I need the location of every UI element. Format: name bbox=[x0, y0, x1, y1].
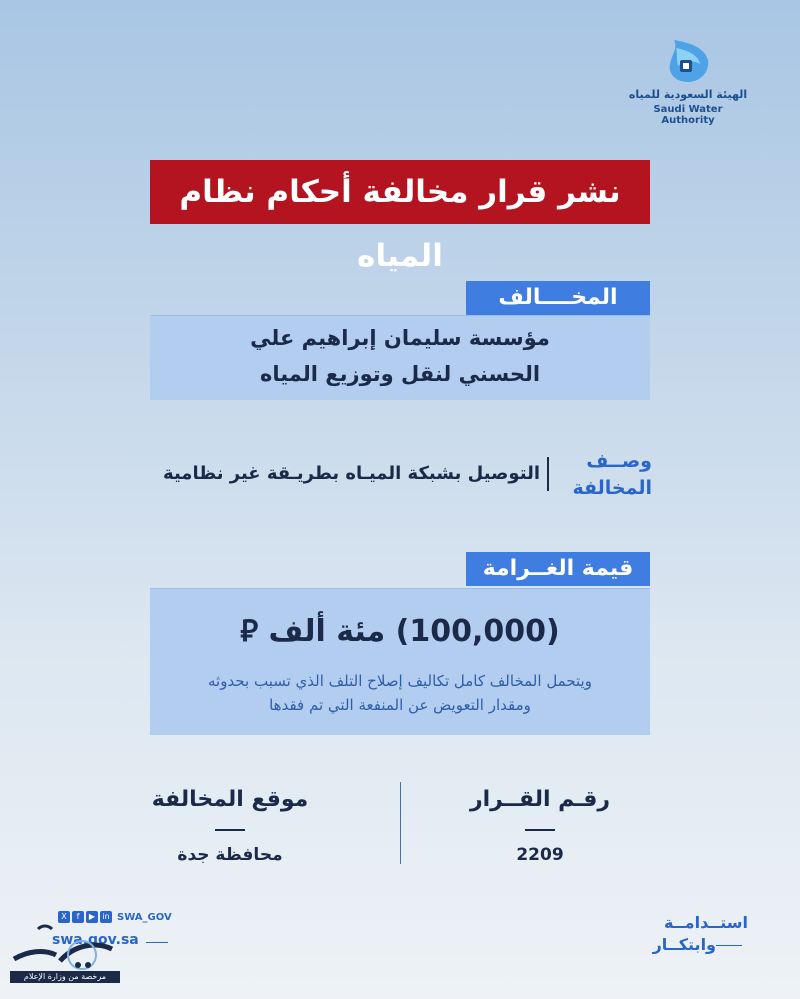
fine-label: قيمة الغــرامة bbox=[466, 552, 650, 586]
violator-name-line2: الحسني لنقل وتوزيع المياه bbox=[259, 362, 541, 386]
social-handle[interactable]: SWA_GOV bbox=[117, 911, 172, 923]
slogan bbox=[638, 912, 748, 956]
violator-label: المخــــالف bbox=[466, 281, 650, 315]
slogan-line1: استــدامــة bbox=[664, 913, 748, 932]
violator-name-line1: مؤسسة سليمان إبراهيم علي bbox=[250, 326, 550, 350]
violation-description-label: وصــف المخالفة bbox=[572, 450, 652, 499]
fine-amount: (100,000) مئة ألف ⃁ bbox=[240, 614, 560, 649]
logo-name-en: Saudi Water Authority bbox=[653, 104, 723, 126]
location-rule bbox=[215, 829, 245, 831]
water-drop-logo-icon bbox=[664, 38, 710, 84]
agency-caption: مرخصة من وزارة الإعلام bbox=[10, 971, 120, 983]
slogan-line2-row bbox=[638, 934, 748, 956]
youtube-icon[interactable]: ▶ bbox=[86, 911, 98, 923]
decision-number-value: 2209 bbox=[516, 845, 564, 865]
fine-panel bbox=[150, 588, 650, 735]
slogan-line2: وابتكــار bbox=[652, 935, 716, 954]
website-link[interactable]: swa.gov.sa bbox=[52, 932, 139, 948]
stats-divider bbox=[400, 782, 401, 864]
website-dash bbox=[146, 942, 168, 943]
violator-panel bbox=[150, 315, 650, 400]
fine-details: ويتحمل المخالف كامل تكاليف إصلاح التلف الذي تسبب بحدوثه ومقدار التعويض عن المنفعة التي تم فقدها bbox=[208, 672, 592, 714]
violation-location-label: موقع المخالفة bbox=[151, 787, 309, 812]
linkedin-icon[interactable]: in bbox=[100, 911, 112, 923]
x-icon[interactable]: X bbox=[58, 911, 70, 923]
violation-location-value: محافظة جدة bbox=[177, 845, 283, 865]
saudi-water-authority-logo bbox=[628, 38, 748, 126]
slogan-dash bbox=[716, 945, 742, 946]
decision-number-label: رقـم القــرار bbox=[469, 787, 611, 812]
decision-rule bbox=[525, 829, 555, 831]
violation-description-text: التوصيل بشبكة الميـاه بطريـقة غير نظامية bbox=[163, 463, 540, 484]
page-title: نشر قرار مخالفة أحكام نظام المياه bbox=[150, 160, 650, 224]
facebook-icon[interactable]: f bbox=[72, 911, 84, 923]
logo-name-ar: الهيئة السعودية للمياه bbox=[628, 88, 748, 101]
description-separator bbox=[547, 457, 549, 491]
